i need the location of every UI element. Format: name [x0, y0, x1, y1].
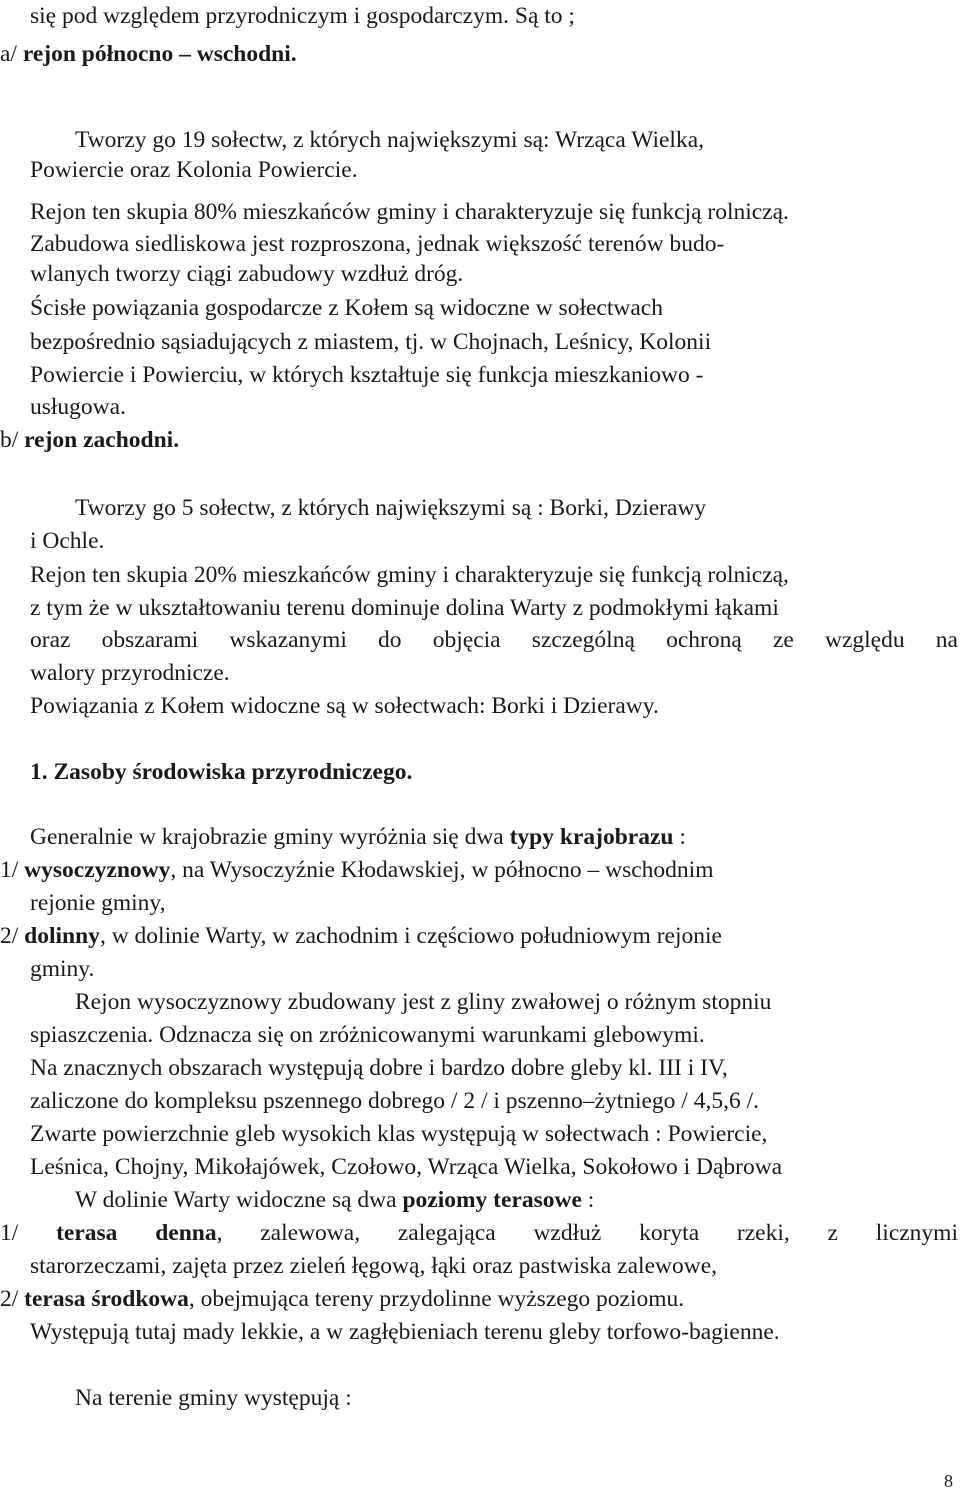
text-line: oraz obszarami wskazanymi do objęcia szczególną ochroną ze względu na — [30, 627, 958, 653]
text-line: Występują tutaj mady lekkie, a w zagłębieniach terenu gleby torfowo-bagienne. — [30, 1319, 780, 1345]
text-line: gminy. — [30, 956, 95, 982]
text-line: Generalnie w krajobrazie gminy wyróżnia się dwa typy krajobrazu : — [30, 824, 686, 850]
section-heading: a/ rejon północno – wschodni. — [0, 41, 297, 67]
text-line: Leśnica, Chojny, Mikołajówek, Czołowo, Wrząca Wielka, Sokołowo i Dąbrowa — [30, 1154, 783, 1180]
text-line: zaliczone do kompleksu pszennego dobrego / 2 / i pszenno–żytniego / 4,5,6 /. — [30, 1088, 759, 1114]
page-number: 8 — [944, 1471, 953, 1491]
text-line: i Ochle. — [30, 528, 105, 554]
text-line: usługowa. — [30, 394, 126, 420]
text-line: się pod względem przyrodniczym i gospodarczym. Są to ; — [30, 3, 575, 29]
text-line: Rejon ten skupia 20% mieszkańców gminy i charakteryzuje się funkcją rolniczą, — [30, 562, 789, 588]
text-line: Na terenie gminy występują : — [75, 1385, 352, 1411]
text-line: Tworzy go 19 sołectw, z których największymi są: Wrząca Wielka, — [75, 127, 705, 153]
list-item: 1/ terasa denna, zalewowa, zalegająca wzdłuż koryta rzeki, z licznymi — [0, 1220, 958, 1246]
section-heading: b/ rejon zachodni. — [0, 427, 180, 453]
text-line: Zwarte powierzchnie gleb wysokich klas występują w sołectwach : Powiercie, — [30, 1121, 768, 1147]
text-line: Tworzy go 5 sołectw, z których największymi są : Borki, Dzierawy — [75, 495, 707, 521]
text-line: spiaszczenia. Odznacza się on zróżnicowanymi warunkami glebowymi. — [30, 1022, 705, 1048]
text-line: z tym że w ukształtowaniu terenu dominuje dolina Warty z podmokłymi łąkami — [30, 595, 779, 621]
text-line: walory przyrodnicze. — [30, 660, 230, 686]
list-item: 2/ dolinny, w dolinie Warty, w zachodnim i częściowo południowym rejonie — [0, 923, 722, 949]
list-item: 1/ wysoczyznowy, na Wysoczyźnie Kłodawskiej, w północno – wschodnim — [0, 857, 714, 883]
list-item: 2/ terasa środkowa, obejmująca tereny przydolinne wyższego poziomu. — [0, 1286, 685, 1312]
text-line: Powiązania z Kołem widoczne są w sołectwach: Borki i Dzierawy. — [30, 693, 659, 719]
text-line: Rejon wysoczyznowy zbudowany jest z gliny zwałowej o różnym stopniu — [75, 989, 772, 1015]
text-line: Powiercie oraz Kolonia Powiercie. — [30, 157, 358, 183]
text-line: rejonie gminy, — [30, 890, 166, 916]
text-line: bezpośrednio sąsiadujących z miastem, tj. w Chojnach, Leśnicy, Kolonii — [30, 329, 712, 355]
text-line: Powiercie i Powierciu, w których kształtuje się funkcja mieszkaniowo - — [30, 362, 704, 388]
text-line: wlanych tworzy ciągi zabudowy wzdłuż dróg. — [30, 261, 464, 287]
text-line: Zabudowa siedliskowa jest rozproszona, jednak większość terenów budo- — [30, 231, 725, 257]
chapter-heading: 1. Zasoby środowiska przyrodniczego. — [30, 759, 413, 785]
text-line: Ścisłe powiązania gospodarcze z Kołem są widoczne w sołectwach — [30, 295, 663, 321]
text-line: W dolinie Warty widoczne są dwa poziomy terasowe : — [75, 1187, 595, 1213]
text-line: Na znacznych obszarach występują dobre i bardzo dobre gleby kl. III i IV, — [30, 1055, 728, 1081]
text-line: starorzeczami, zajęta przez zieleń łęgową, łąki oraz pastwiska zalewowe, — [30, 1253, 717, 1279]
text-line: Rejon ten skupia 80% mieszkańców gminy i charakteryzuje się funkcją rolniczą. — [30, 199, 789, 225]
